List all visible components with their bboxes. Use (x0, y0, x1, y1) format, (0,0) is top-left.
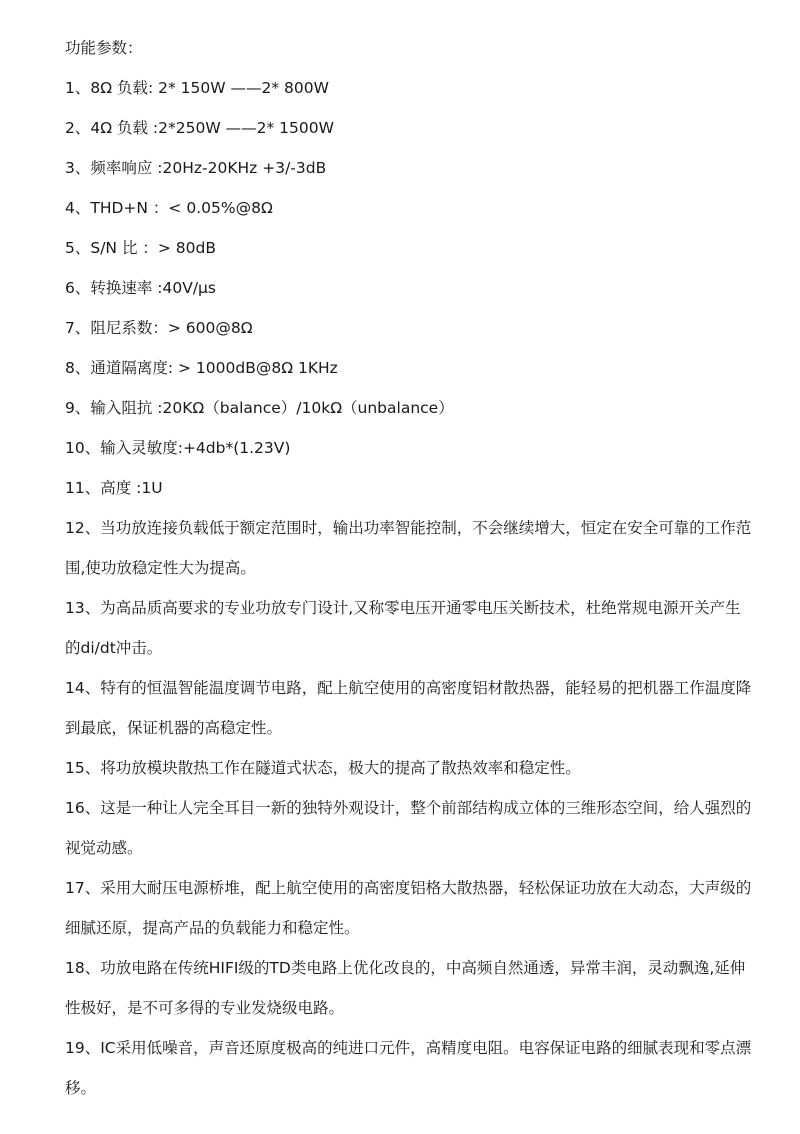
spec-item-8: 8、通道隔离度: > 1000dB@8Ω 1KHz (65, 359, 338, 377)
spec-item-1: 1、8Ω 负载: 2* 150W ——2* 800W (65, 79, 329, 97)
spec-item-10: 10、输入灵敏度:+4db*(1.23V) (65, 439, 291, 457)
spec-item-3: 3、频率响应 :20Hz-20KHz +3/-3dB (65, 159, 327, 177)
spec-item-7: 7、阻尼系数：> 600@8Ω (65, 319, 253, 337)
spec-item-13: 13、为高品质高要求的专业功放专门设计,又称零电压开通零电压关断技术，杜绝常规电源开关产生的di/dt冲击。 (65, 599, 741, 657)
spec-item-2: 2、4Ω 负载 :2*250W ——2* 1500W (65, 119, 334, 137)
spec-item-9: 9、输入阻抗 :20KΩ（balance）/10kΩ（unbalance） (65, 399, 454, 417)
spec-item-11: 11、高度 :1U (65, 479, 163, 497)
section-title: 功能参数： (65, 39, 143, 57)
spec-item-12: 12、当功放连接负载低于额定范围时，输出功率智能控制，不会继续增大，恒定在安全可靠的工作范围,使功放稳定性大为提高。 (65, 519, 752, 577)
spec-item-19: 19、IC采用低噪音，声音还原度极高的纯进口元件，高精度电阻。电容保证电路的细腻表现和零点漂移。 (65, 1039, 752, 1097)
spec-item-6: 6、转换速率 :40V/μs (65, 279, 216, 297)
spec-item-16: 16、这是一种让人完全耳目一新的独特外观设计，整个前部结构成立体的三维形态空间，给人强烈的视觉动感。 (65, 799, 752, 857)
spec-item-5: 5、S/N 比 ：> 80dB (65, 239, 216, 257)
spec-document (65, 28, 755, 1108)
spec-item-14: 14、特有的恒温智能温度调节电路，配上航空使用的高密度铝材散热器，能轻易的把机器工作温度降到最底，保证机器的高稳定性。 (65, 679, 752, 737)
spec-item-17: 17、采用大耐压电源桥堆，配上航空使用的高密度铝格大散热器，轻松保证功放在大动态，大声级的细腻还原，提高产品的负载能力和稳定性。 (65, 879, 752, 937)
spec-item-4: 4、THD+N ：< 0.05%@8Ω (65, 199, 273, 217)
spec-item-18: 18、功放电路在传统HIFI级的TD类电路上优化改良的，中高频自然通透，异常丰润，灵动飘逸,延伸性极好，是不可多得的专业发烧级电路。 (65, 959, 746, 1017)
spec-item-15: 15、将功放模块散热工作在隧道式状态，极大的提高了散热效率和稳定性。 (65, 759, 581, 777)
